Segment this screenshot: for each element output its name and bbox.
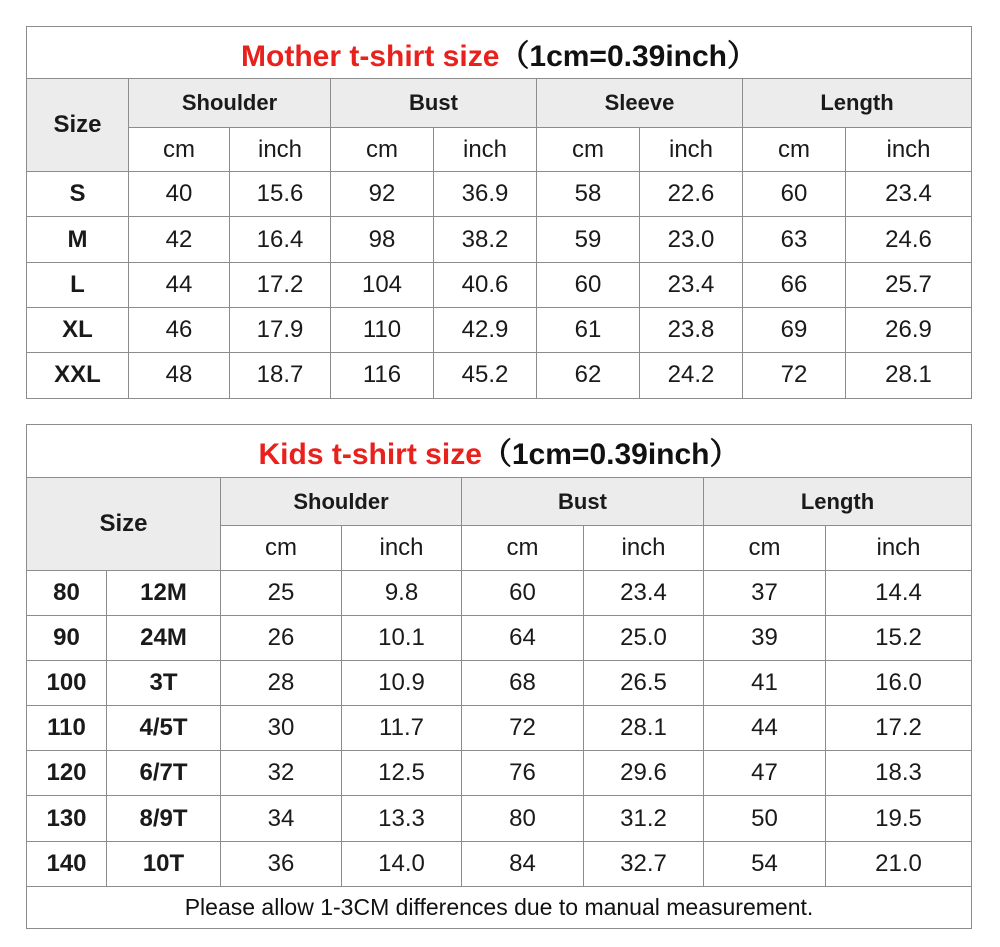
table-cell: 25.0 xyxy=(584,615,704,660)
table-cell: 16.0 xyxy=(826,660,972,705)
table-cell: 17.2 xyxy=(826,706,972,751)
table-row xyxy=(27,660,972,705)
mother-unit-header: inch xyxy=(640,128,743,172)
kids-unit-header: inch xyxy=(342,526,462,570)
table-row xyxy=(27,615,972,660)
kids-group-shoulder: Shoulder xyxy=(221,478,462,526)
height-label: 120 xyxy=(27,751,107,796)
size-label: S xyxy=(27,172,129,217)
table-cell: 110 xyxy=(331,307,434,352)
table-cell: 36 xyxy=(221,841,342,886)
table-cell: 41 xyxy=(704,660,826,705)
table-cell: 21.0 xyxy=(826,841,972,886)
table-cell: 17.2 xyxy=(230,262,331,307)
mother-unit-header: inch xyxy=(230,128,331,172)
table-cell: 12.5 xyxy=(342,751,462,796)
table-cell: 40 xyxy=(129,172,230,217)
table-cell: 25.7 xyxy=(846,262,972,307)
height-label: 140 xyxy=(27,841,107,886)
table-cell: 46 xyxy=(129,307,230,352)
table-cell: 44 xyxy=(129,262,230,307)
height-label: 130 xyxy=(27,796,107,841)
table-cell: 34 xyxy=(221,796,342,841)
table-cell: 26 xyxy=(221,615,342,660)
table-cell: 59 xyxy=(537,217,640,262)
height-label: 110 xyxy=(27,706,107,751)
table-cell: 44 xyxy=(704,706,826,751)
table-row xyxy=(27,570,972,615)
age-label: 3T xyxy=(107,660,221,705)
table-cell: 50 xyxy=(704,796,826,841)
kids-title-main: Kids t-shirt size xyxy=(258,438,482,472)
table-cell: 15.2 xyxy=(826,615,972,660)
table-cell: 72 xyxy=(462,706,584,751)
table-cell: 104 xyxy=(331,262,434,307)
table-cell: 23.4 xyxy=(640,262,743,307)
table-cell: 69 xyxy=(743,307,846,352)
table-cell: 76 xyxy=(462,751,584,796)
table-cell: 36.9 xyxy=(434,172,537,217)
table-cell: 23.0 xyxy=(640,217,743,262)
kids-group-bust: Bust xyxy=(462,478,704,526)
table-row xyxy=(27,262,972,307)
size-label: XL xyxy=(27,307,129,352)
size-label: M xyxy=(27,217,129,262)
mother-group-length: Length xyxy=(743,79,972,128)
table-cell: 31.2 xyxy=(584,796,704,841)
table-cell: 45.2 xyxy=(434,352,537,398)
table-cell: 68 xyxy=(462,660,584,705)
table-cell: 92 xyxy=(331,172,434,217)
table-cell: 24.6 xyxy=(846,217,972,262)
table-cell: 30 xyxy=(221,706,342,751)
mother-table-title xyxy=(27,27,972,79)
mother-title-conversion: （1cm=0.39inch） xyxy=(499,39,758,73)
table-cell: 61 xyxy=(537,307,640,352)
table-row xyxy=(27,217,972,262)
table-cell: 23.8 xyxy=(640,307,743,352)
height-label: 90 xyxy=(27,615,107,660)
table-row xyxy=(27,172,972,217)
age-label: 24M xyxy=(107,615,221,660)
age-label: 12M xyxy=(107,570,221,615)
table-row xyxy=(27,796,972,841)
mother-size-table xyxy=(26,26,972,399)
mother-group-sleeve: Sleeve xyxy=(537,79,743,128)
mother-unit-header: inch xyxy=(846,128,972,172)
table-cell: 37 xyxy=(704,570,826,615)
kids-unit-header: inch xyxy=(826,526,972,570)
age-label: 6/7T xyxy=(107,751,221,796)
age-label: 8/9T xyxy=(107,796,221,841)
table-cell: 64 xyxy=(462,615,584,660)
table-cell: 16.4 xyxy=(230,217,331,262)
table-cell: 116 xyxy=(331,352,434,398)
table-cell: 25 xyxy=(221,570,342,615)
table-cell: 60 xyxy=(537,262,640,307)
table-cell: 17.9 xyxy=(230,307,331,352)
table-cell: 26.9 xyxy=(846,307,972,352)
table-cell: 18.7 xyxy=(230,352,331,398)
table-row xyxy=(27,352,972,398)
kids-unit-header: inch xyxy=(584,526,704,570)
mother-group-shoulder: Shoulder xyxy=(129,79,331,128)
table-cell: 26.5 xyxy=(584,660,704,705)
kids-size-table xyxy=(26,424,972,929)
size-label: L xyxy=(27,262,129,307)
table-cell: 47 xyxy=(704,751,826,796)
mother-title-main: Mother t-shirt size xyxy=(241,39,500,73)
table-cell: 32.7 xyxy=(584,841,704,886)
mother-unit-header: cm xyxy=(537,128,640,172)
table-cell: 42.9 xyxy=(434,307,537,352)
height-label: 100 xyxy=(27,660,107,705)
table-cell: 48 xyxy=(129,352,230,398)
table-cell: 60 xyxy=(743,172,846,217)
table-cell: 60 xyxy=(462,570,584,615)
age-label: 10T xyxy=(107,841,221,886)
table-cell: 66 xyxy=(743,262,846,307)
height-label: 80 xyxy=(27,570,107,615)
kids-unit-header: cm xyxy=(221,526,342,570)
table-row xyxy=(27,706,972,751)
table-cell: 42 xyxy=(129,217,230,262)
table-cell: 10.9 xyxy=(342,660,462,705)
table-cell: 23.4 xyxy=(846,172,972,217)
kids-unit-header: cm xyxy=(462,526,584,570)
table-cell: 11.7 xyxy=(342,706,462,751)
table-cell: 9.8 xyxy=(342,570,462,615)
measurement-note: Please allow 1-3CM differences due to manual measurement. xyxy=(27,886,972,928)
table-cell: 28 xyxy=(221,660,342,705)
mother-unit-header: cm xyxy=(331,128,434,172)
table-row xyxy=(27,751,972,796)
kids-table-title xyxy=(27,425,972,478)
table-cell: 19.5 xyxy=(826,796,972,841)
table-cell: 29.6 xyxy=(584,751,704,796)
table-cell: 15.6 xyxy=(230,172,331,217)
table-cell: 84 xyxy=(462,841,584,886)
table-cell: 18.3 xyxy=(826,751,972,796)
table-cell: 39 xyxy=(704,615,826,660)
mother-size-header: Size xyxy=(27,79,129,172)
table-cell: 28.1 xyxy=(846,352,972,398)
table-row xyxy=(27,307,972,352)
table-cell: 28.1 xyxy=(584,706,704,751)
table-cell: 40.6 xyxy=(434,262,537,307)
table-cell: 14.0 xyxy=(342,841,462,886)
table-row xyxy=(27,841,972,886)
table-cell: 32 xyxy=(221,751,342,796)
mother-unit-header: cm xyxy=(129,128,230,172)
table-cell: 72 xyxy=(743,352,846,398)
size-label: XXL xyxy=(27,352,129,398)
table-cell: 24.2 xyxy=(640,352,743,398)
kids-size-header: Size xyxy=(27,478,221,570)
table-cell: 23.4 xyxy=(584,570,704,615)
table-cell: 62 xyxy=(537,352,640,398)
table-cell: 80 xyxy=(462,796,584,841)
table-cell: 98 xyxy=(331,217,434,262)
table-cell: 58 xyxy=(537,172,640,217)
kids-unit-header: cm xyxy=(704,526,826,570)
kids-group-length: Length xyxy=(704,478,972,526)
table-cell: 22.6 xyxy=(640,172,743,217)
mother-group-bust: Bust xyxy=(331,79,537,128)
age-label: 4/5T xyxy=(107,706,221,751)
mother-unit-header: inch xyxy=(434,128,537,172)
mother-unit-header: cm xyxy=(743,128,846,172)
table-cell: 54 xyxy=(704,841,826,886)
table-cell: 63 xyxy=(743,217,846,262)
kids-title-conversion: （1cm=0.39inch） xyxy=(481,438,740,472)
table-cell: 38.2 xyxy=(434,217,537,262)
table-cell: 10.1 xyxy=(342,615,462,660)
table-cell: 14.4 xyxy=(826,570,972,615)
table-cell: 13.3 xyxy=(342,796,462,841)
